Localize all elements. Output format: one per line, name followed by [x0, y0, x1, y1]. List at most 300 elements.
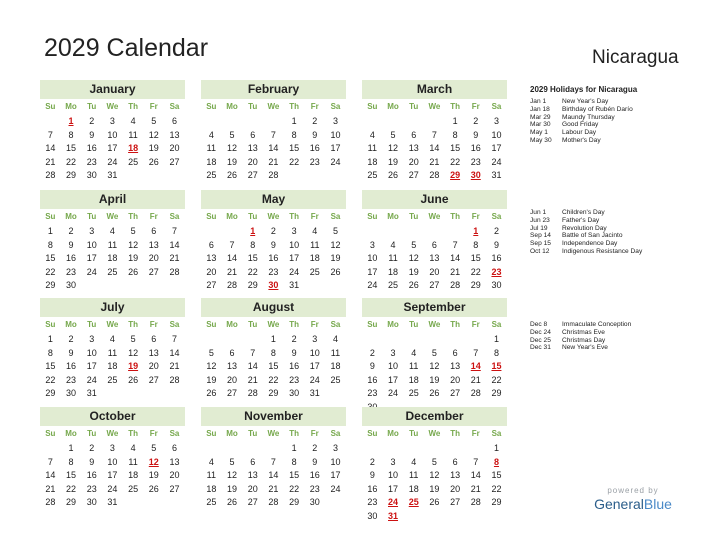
- day-cell: 5: [151, 443, 157, 453]
- day-cell: 17: [388, 483, 399, 494]
- brand-logo: [588, 486, 678, 512]
- day-cell: 12: [388, 143, 399, 154]
- holiday-day: 12: [148, 456, 159, 467]
- day-cell: 17: [367, 266, 378, 277]
- day-cell: 18: [107, 361, 118, 372]
- day-cell: 8: [291, 129, 297, 140]
- weekday-label: Mo: [65, 212, 77, 221]
- empty-cell: [383, 442, 404, 456]
- day-cell: 26: [227, 497, 238, 508]
- month-june: [362, 190, 507, 293]
- day-cell: 4: [130, 116, 136, 126]
- holiday-row: [530, 232, 710, 240]
- day-cell: 5: [130, 334, 136, 344]
- weekday-label: Su: [206, 429, 217, 438]
- weekday-label: Th: [450, 320, 460, 329]
- holiday-day: 1: [250, 226, 256, 236]
- day-cell: 2: [291, 334, 297, 344]
- day-cell: 13: [148, 239, 159, 250]
- day-cell: 13: [227, 361, 238, 372]
- holiday-name: Good Friday: [562, 121, 599, 129]
- day-cell: 4: [208, 129, 214, 140]
- day-cell: 17: [107, 470, 118, 481]
- day-grid: [362, 442, 507, 524]
- holiday-name: Christmas Eve: [562, 328, 605, 336]
- day-cell: 15: [66, 143, 77, 154]
- day-cell: 26: [388, 170, 399, 181]
- weekday-label: Tu: [248, 320, 258, 329]
- weekday-label: Tu: [87, 102, 97, 111]
- holiday-row: [530, 337, 710, 345]
- day-cell: 7: [270, 456, 276, 467]
- day-cell: 10: [86, 239, 97, 250]
- holiday-date: May 30: [530, 136, 552, 144]
- holiday-date: Jun 23: [530, 216, 550, 224]
- weekday-label: Su: [45, 212, 56, 221]
- day-cell: 28: [268, 170, 279, 181]
- day-cell: 3: [89, 334, 95, 344]
- day-cell: 21: [227, 266, 238, 277]
- weekday-label: Th: [128, 429, 138, 438]
- weekday-label: Sa: [330, 102, 341, 111]
- day-cell: 26: [128, 266, 139, 277]
- day-cell: 4: [411, 347, 417, 358]
- day-cell: 5: [332, 226, 338, 236]
- day-cell: 2: [68, 226, 74, 236]
- day-cell: 11: [206, 143, 217, 154]
- day-cell: 5: [390, 129, 396, 140]
- empty-cell: [201, 442, 222, 456]
- weekday-label: Th: [289, 212, 299, 221]
- day-cell: 18: [128, 470, 139, 481]
- day-cell: 8: [473, 239, 479, 250]
- day-cell: 11: [367, 143, 378, 154]
- day-cell: 28: [429, 170, 440, 181]
- day-cell: 2: [312, 443, 318, 453]
- day-cell: 11: [310, 239, 320, 250]
- holiday-day: 1: [68, 116, 74, 126]
- day-cell: 23: [268, 266, 279, 277]
- day-cell: 1: [47, 226, 53, 236]
- day-cell: 1: [291, 443, 297, 453]
- day-cell: 23: [367, 388, 378, 399]
- holiday-name: New Year's Eve: [562, 344, 608, 352]
- day-cell: 7: [452, 239, 458, 250]
- holiday-day: 24: [388, 497, 399, 508]
- holiday-date: Jul 19: [530, 224, 548, 232]
- day-cell: 11: [107, 347, 118, 358]
- day-cell: 9: [270, 239, 276, 250]
- month-february: [201, 80, 346, 183]
- day-cell: 16: [66, 361, 77, 372]
- holiday-day: 18: [128, 143, 139, 154]
- day-cell: 20: [408, 156, 419, 167]
- weekday-label: Fr: [310, 212, 319, 221]
- month-december: [362, 407, 507, 524]
- day-cell: 7: [250, 347, 256, 358]
- day-cell: 6: [171, 116, 177, 126]
- day-cell: 10: [367, 253, 378, 264]
- day-cell: 30: [86, 170, 97, 181]
- day-cell: 27: [148, 374, 159, 385]
- weekday-label: Tu: [87, 212, 97, 221]
- day-cell: 4: [411, 456, 417, 467]
- day-cell: 28: [169, 374, 180, 385]
- day-cell: 7: [473, 347, 479, 358]
- day-cell: 21: [169, 253, 180, 264]
- month-july: [40, 298, 185, 401]
- day-cell: 5: [431, 347, 437, 358]
- day-cell: 14: [169, 239, 180, 250]
- day-cell: 5: [411, 239, 417, 250]
- holiday-group: [530, 321, 710, 352]
- day-cell: 29: [45, 280, 56, 291]
- holiday-name: Children's Day: [562, 209, 605, 216]
- day-cell: 19: [148, 143, 159, 154]
- holiday-date: Sep 15: [530, 240, 551, 248]
- day-cell: 6: [171, 443, 177, 453]
- holiday-row: [530, 344, 710, 352]
- day-cell: 18: [367, 156, 378, 167]
- day-cell: 25: [206, 170, 217, 181]
- day-cell: 3: [291, 226, 297, 236]
- weekday-header: [40, 427, 185, 440]
- day-cell: 24: [309, 374, 320, 385]
- weekday-label: Fr: [471, 320, 480, 329]
- holiday-list-title: 2029 Holidays for Nicaragua: [530, 85, 638, 94]
- empty-cell: [403, 225, 424, 239]
- day-cell: 5: [229, 129, 235, 140]
- day-cell: 15: [289, 143, 300, 154]
- day-cell: 24: [107, 483, 118, 494]
- holiday-row: [530, 121, 710, 129]
- day-cell: 25: [128, 156, 139, 167]
- day-cell: 15: [268, 361, 279, 372]
- weekday-label: Fr: [149, 212, 158, 221]
- day-grid: [201, 333, 346, 401]
- holiday-name: Revolution Day: [562, 224, 607, 232]
- empty-cell: [222, 115, 243, 129]
- day-cell: 30: [86, 497, 97, 508]
- day-cell: 10: [330, 129, 341, 140]
- weekday-label: Mo: [65, 102, 77, 111]
- day-grid: [201, 442, 346, 510]
- day-cell: 2: [473, 116, 479, 126]
- day-cell: 30: [66, 388, 77, 399]
- holiday-date: Dec 25: [530, 336, 551, 344]
- holiday-date: Mar 30: [530, 121, 551, 129]
- day-cell: 15: [470, 253, 481, 264]
- day-cell: 21: [247, 374, 258, 385]
- day-cell: 28: [450, 280, 461, 291]
- powered-by-text: powered by: [607, 486, 659, 495]
- day-cell: 25: [367, 170, 378, 181]
- day-cell: 28: [268, 497, 279, 508]
- weekday-label: Th: [289, 429, 299, 438]
- day-cell: 19: [227, 483, 238, 494]
- holiday-row: [530, 329, 710, 337]
- weekday-label: We: [267, 320, 280, 329]
- empty-cell: [263, 442, 284, 456]
- day-cell: 12: [128, 347, 139, 358]
- day-cell: 10: [388, 470, 399, 481]
- day-cell: 20: [450, 483, 461, 494]
- day-cell: 30: [66, 280, 77, 291]
- day-cell: 5: [431, 456, 437, 467]
- weekday-label: Su: [367, 102, 378, 111]
- day-cell: 26: [148, 156, 159, 167]
- day-cell: 7: [47, 456, 53, 467]
- day-cell: 20: [148, 361, 159, 372]
- day-cell: 29: [45, 388, 56, 399]
- day-cell: 12: [227, 143, 238, 154]
- month-title: January: [40, 80, 185, 99]
- month-title: March: [362, 80, 507, 99]
- day-cell: 8: [47, 347, 53, 358]
- weekday-label: Tu: [87, 320, 97, 329]
- day-cell: 21: [450, 266, 461, 277]
- day-grid: [201, 115, 346, 183]
- month-march: [362, 80, 507, 183]
- day-cell: 10: [309, 347, 320, 358]
- weekday-label: We: [106, 102, 119, 111]
- day-cell: 2: [312, 116, 318, 126]
- brand-name-part-1: General: [594, 496, 644, 512]
- weekday-header: [40, 100, 185, 113]
- day-grid: [40, 442, 185, 510]
- day-cell: 30: [289, 388, 300, 399]
- day-cell: 4: [130, 443, 136, 453]
- day-cell: 13: [247, 143, 258, 154]
- weekday-label: Su: [45, 102, 56, 111]
- weekday-label: Th: [289, 102, 299, 111]
- holiday-row: [530, 225, 710, 233]
- weekday-label: Mo: [387, 212, 399, 221]
- day-cell: 18: [206, 156, 217, 167]
- day-cell: 17: [86, 253, 97, 264]
- weekday-label: Mo: [387, 320, 399, 329]
- day-cell: 12: [227, 470, 238, 481]
- day-cell: 3: [390, 456, 396, 467]
- day-cell: 10: [388, 361, 399, 372]
- day-cell: 9: [312, 129, 318, 140]
- day-cell: 16: [66, 253, 77, 264]
- day-cell: 17: [107, 143, 118, 154]
- day-cell: 18: [388, 266, 399, 277]
- holiday-name: Maundy Thursday: [562, 113, 615, 121]
- month-title: September: [362, 298, 507, 317]
- day-cell: 6: [151, 334, 157, 344]
- day-cell: 8: [250, 239, 256, 250]
- weekday-label: We: [428, 212, 441, 221]
- day-cell: 10: [86, 347, 97, 358]
- day-cell: 24: [388, 388, 399, 399]
- holiday-date: Jun 1: [530, 209, 547, 216]
- day-cell: 3: [369, 239, 375, 250]
- day-cell: 8: [291, 456, 297, 467]
- day-cell: 23: [66, 374, 77, 385]
- holiday-day: 23: [491, 266, 502, 277]
- day-cell: 16: [491, 253, 502, 264]
- holiday-group: [530, 209, 710, 256]
- day-cell: 5: [151, 116, 157, 126]
- holiday-day: 30: [470, 170, 481, 181]
- holiday-group: [530, 85, 710, 145]
- holiday-name: Christmas Day: [562, 336, 606, 344]
- day-cell: 27: [148, 266, 159, 277]
- day-cell: 22: [450, 156, 461, 167]
- holiday-row: [530, 114, 710, 122]
- day-cell: 6: [229, 347, 235, 358]
- day-cell: 7: [171, 334, 177, 344]
- day-cell: 27: [247, 170, 258, 181]
- day-cell: 10: [107, 129, 118, 140]
- day-cell: 20: [247, 483, 258, 494]
- empty-cell: [242, 333, 263, 347]
- day-cell: 20: [169, 470, 180, 481]
- day-cell: 12: [148, 129, 159, 140]
- day-cell: 23: [66, 266, 77, 277]
- brand-name-part-2: Blue: [643, 496, 672, 512]
- holiday-date: Mar 29: [530, 113, 551, 121]
- weekday-header: [201, 318, 346, 331]
- day-cell: 2: [68, 334, 74, 344]
- day-cell: 3: [312, 334, 318, 344]
- day-cell: 14: [45, 143, 56, 154]
- weekday-label: Fr: [310, 429, 319, 438]
- day-grid: [362, 225, 507, 293]
- day-cell: 5: [208, 347, 214, 358]
- day-cell: 21: [268, 156, 279, 167]
- weekday-label: Su: [206, 320, 217, 329]
- day-cell: 14: [268, 470, 279, 481]
- day-cell: 12: [408, 253, 419, 264]
- day-cell: 26: [408, 280, 419, 291]
- day-cell: 24: [107, 156, 118, 167]
- weekday-label: Mo: [65, 320, 77, 329]
- day-cell: 8: [68, 129, 74, 140]
- day-cell: 27: [247, 497, 258, 508]
- weekday-header: [40, 318, 185, 331]
- empty-cell: [424, 442, 445, 456]
- day-cell: 31: [491, 170, 502, 181]
- empty-cell: [222, 442, 243, 456]
- day-cell: 27: [450, 388, 461, 399]
- day-cell: 17: [330, 143, 341, 154]
- day-cell: 27: [169, 483, 180, 494]
- empty-cell: [465, 442, 486, 456]
- day-cell: 31: [107, 170, 118, 181]
- month-may: [201, 190, 346, 293]
- day-cell: 17: [309, 361, 320, 372]
- day-cell: 18: [206, 483, 217, 494]
- weekday-label: Su: [367, 212, 378, 221]
- day-cell: 22: [289, 156, 300, 167]
- weekday-label: We: [428, 429, 441, 438]
- day-cell: 7: [431, 129, 437, 140]
- month-title: August: [201, 298, 346, 317]
- day-cell: 2: [369, 347, 375, 358]
- day-grid: [362, 115, 507, 183]
- month-april: [40, 190, 185, 293]
- weekday-header: [201, 427, 346, 440]
- day-cell: 19: [429, 374, 440, 385]
- holiday-date: Dec 8: [530, 321, 548, 328]
- day-cell: 3: [390, 347, 396, 358]
- day-cell: 9: [68, 347, 74, 358]
- day-cell: 17: [491, 143, 502, 154]
- empty-cell: [242, 115, 263, 129]
- day-cell: 22: [470, 266, 481, 277]
- day-cell: 16: [86, 143, 97, 154]
- day-cell: 27: [429, 280, 440, 291]
- day-cell: 9: [68, 239, 74, 250]
- day-cell: 6: [452, 347, 458, 358]
- weekday-label: We: [428, 102, 441, 111]
- day-cell: 12: [429, 361, 440, 372]
- holiday-row: [530, 217, 710, 225]
- weekday-label: Th: [450, 102, 460, 111]
- day-cell: 23: [86, 483, 97, 494]
- weekday-label: Sa: [169, 102, 180, 111]
- day-cell: 25: [408, 388, 419, 399]
- weekday-label: We: [106, 212, 119, 221]
- day-cell: 13: [169, 456, 180, 467]
- weekday-label: Th: [128, 320, 138, 329]
- weekday-label: Tu: [87, 429, 97, 438]
- day-cell: 7: [270, 129, 276, 140]
- day-cell: 10: [289, 239, 300, 250]
- day-cell: 21: [169, 361, 180, 372]
- day-cell: 24: [289, 266, 300, 277]
- day-cell: 3: [493, 116, 499, 126]
- day-cell: 14: [45, 470, 56, 481]
- day-cell: 14: [450, 253, 461, 264]
- empty-cell: [383, 115, 404, 129]
- day-cell: 13: [169, 129, 180, 140]
- day-cell: 19: [128, 253, 139, 264]
- month-title: December: [362, 407, 507, 426]
- holiday-name: Independence Day: [562, 240, 618, 248]
- day-cell: 3: [109, 116, 115, 126]
- day-cell: 6: [452, 456, 458, 467]
- month-title: November: [201, 407, 346, 426]
- day-cell: 2: [89, 443, 95, 453]
- holiday-row: [530, 106, 710, 114]
- day-cell: 11: [107, 239, 118, 250]
- day-cell: 30: [367, 510, 378, 521]
- weekday-label: Mo: [226, 102, 238, 111]
- empty-cell: [362, 115, 383, 129]
- weekday-header: [362, 318, 507, 331]
- day-cell: 12: [330, 239, 341, 250]
- day-cell: 28: [227, 280, 238, 291]
- day-cell: 9: [369, 361, 375, 372]
- weekday-label: Mo: [65, 429, 77, 438]
- empty-cell: [445, 225, 466, 239]
- weekday-label: Su: [45, 320, 56, 329]
- weekday-header: [362, 427, 507, 440]
- empty-cell: [424, 225, 445, 239]
- day-cell: 28: [45, 170, 56, 181]
- empty-cell: [362, 442, 383, 456]
- day-cell: 4: [109, 334, 115, 344]
- day-cell: 26: [429, 388, 440, 399]
- day-cell: 15: [66, 470, 77, 481]
- day-cell: 29: [66, 170, 77, 181]
- day-grid: [362, 333, 507, 415]
- day-cell: 1: [68, 443, 74, 453]
